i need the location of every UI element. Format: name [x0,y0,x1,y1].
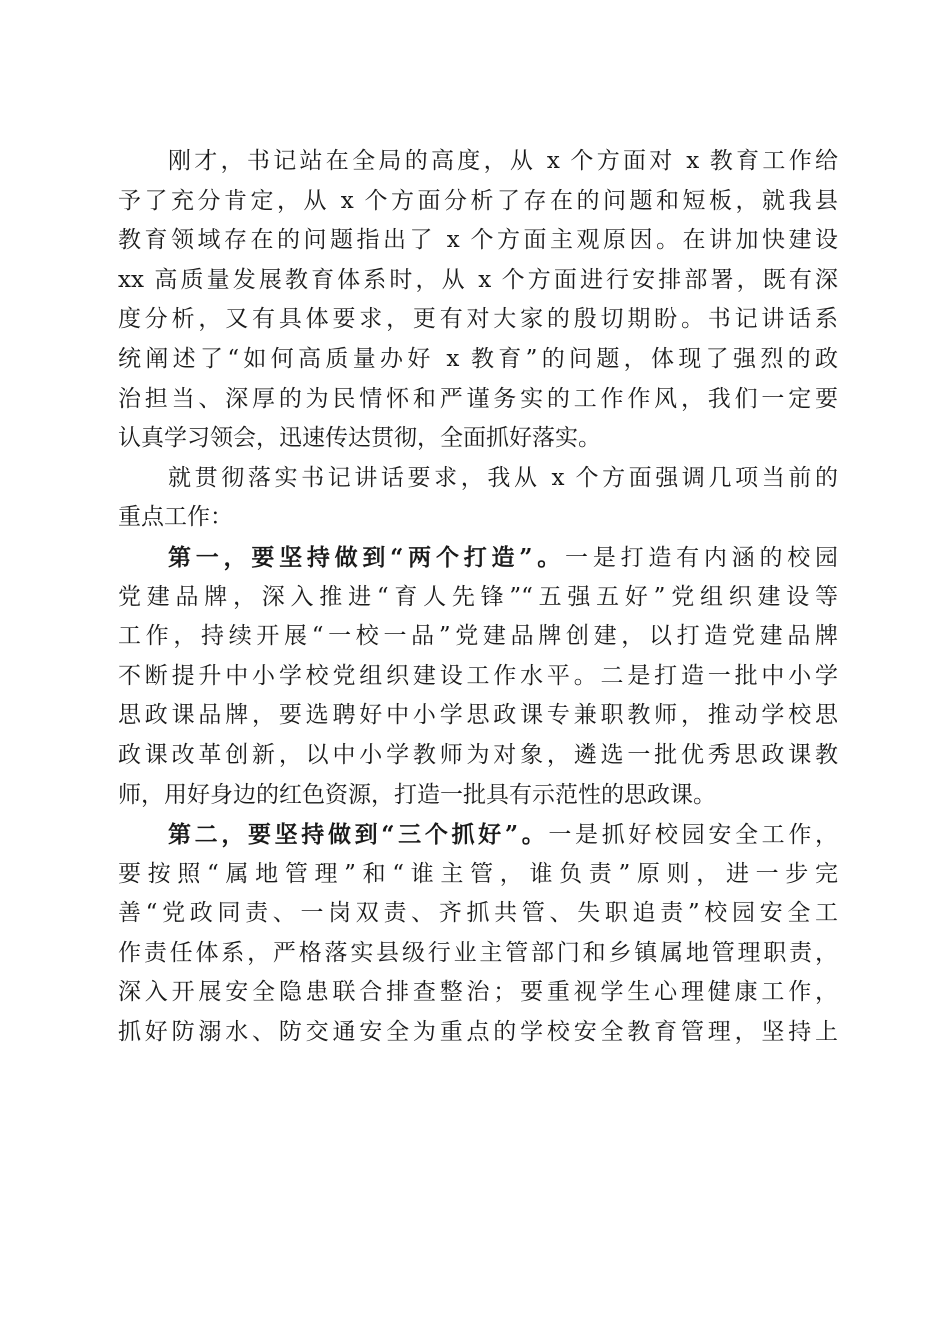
paragraph-line: 教育领域存在的问题指出了 x 个方面主观原因。在讲加快建设 [118,227,838,254]
paragraph-line: 刚才，书记站在全局的高度，从 x 个方面对 x 教育工作给 [168,148,838,174]
paragraph-line: 要按照“属地管理”和“谁主管，谁负责”原则，进一步完 [118,860,838,887]
paragraph-text: 一是抓好校园安全工作， [548,822,839,849]
paragraph-text: 一是打造有内涵的校园 [565,544,838,571]
paragraph-line: 重点工作： [118,504,233,531]
paragraph-line: 度分析，又有具体要求，更有对大家的殷切期盼。书记讲话系 [118,306,838,333]
paragraph-line: xx 高质量发展教育体系时，从 x 个方面进行安排部署，既有深 [118,266,838,293]
paragraph-3 [118,538,838,815]
paragraph-line [118,538,838,578]
paragraph-line: 工作，持续开展“一校一品”党建品牌创建，以打造党建品牌 [118,623,838,650]
paragraph-line: 予了充分肯定，从 x 个方面分析了存在的问题和短板，就我县 [118,187,838,214]
paragraph-line: 思政课品牌，要选聘好中小学思政课专兼职教师，推动学校思 [118,702,838,729]
document-body [118,142,838,1053]
paragraph-line: 党建品牌，深入推进“育人先锋”“五强五好”党组织建设等 [118,583,838,610]
paragraph-line: 政课改革创新，以中小学教师为对象，遴选一批优秀思政课教 [118,741,838,768]
paragraph-line: 师，用好身边的红色资源，打造一批具有示范性的思政课。 [118,781,716,808]
paragraph-line: 深入开展安全隐患联合排查整治；要重视学生心理健康工作， [118,979,838,1006]
paragraph-line: 认真学习领会，迅速传达贯彻，全面抓好落实。 [118,425,601,452]
paragraph-line: 抓好防溺水、防交通安全为重点的学校安全教育管理，坚持上 [118,1019,838,1046]
paragraph-line: 善“党政同责、一岗双责、齐抓共管、失职追责”校园安全工 [118,900,838,927]
section-heading: 第二，要坚持做到“三个抓好”。 [168,821,549,849]
paragraph-line: 不断提升中小学校党组织建设工作水平。二是打造一批中小学 [118,662,838,689]
paragraph-line: 作责任体系，严格落实县级行业主管部门和乡镇属地管理职责， [118,939,838,966]
paragraph-2 [118,459,838,538]
paragraph-line: 治担当、深厚的为民情怀和严谨务实的工作作风，我们一定要 [118,385,838,412]
paragraph-4 [118,815,838,1053]
paragraph-line [118,815,838,855]
paragraph-1 [118,142,838,459]
paragraph-line: 就贯彻落实书记讲话要求，我从 x 个方面强调几项当前的 [168,464,838,491]
section-heading: 第一，要坚持做到“两个打造”。 [168,543,566,571]
paragraph-line: 统阐述了“如何高质量办好 x 教育”的问题，体现了强烈的政 [118,345,838,372]
